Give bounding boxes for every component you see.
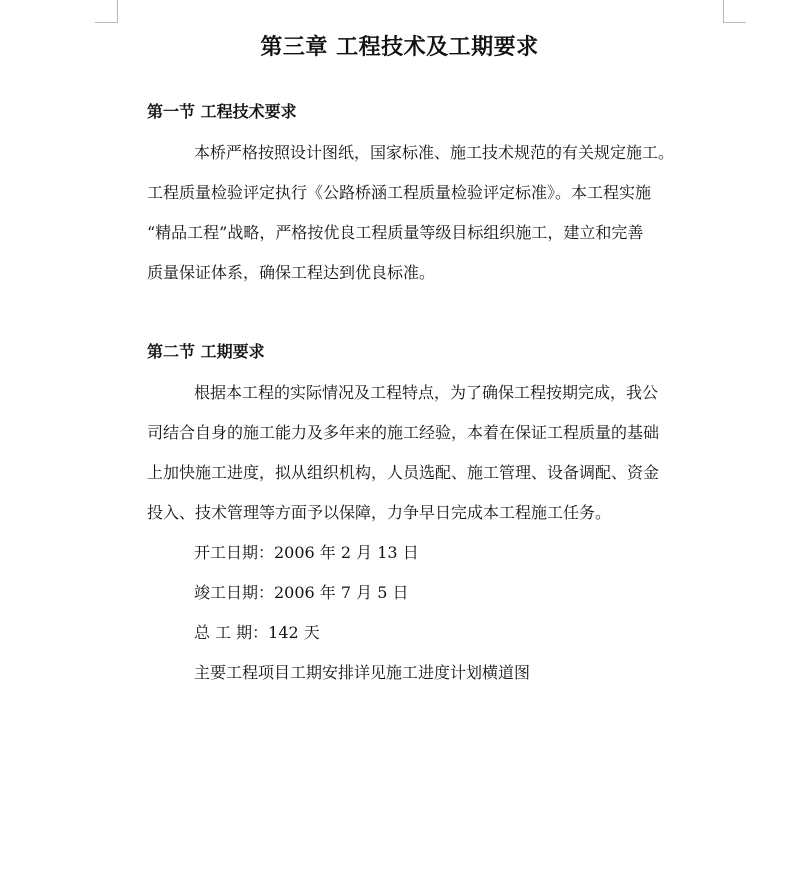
crop-mark-top-right	[723, 0, 746, 23]
section1-heading: 第一节 工程技术要求	[147, 102, 297, 121]
section1-line-4: 质量保证体系，确保工程达到优良标准。	[147, 263, 436, 282]
start-date: 开工日期：2006 年 2 月 13 日	[194, 543, 419, 562]
section1-line-2: 工程质量检验评定执行《公路桥涵工程质量检验评定标准》。本工程实施	[147, 183, 652, 202]
chapter-title: 第三章 工程技术及工期要求	[260, 34, 539, 60]
section2-line-4: 投入、技术管理等方面予以保障，力争早日完成本工程施工任务。	[147, 503, 612, 522]
total-duration: 总 工 期：142 天	[194, 623, 320, 642]
section2-line-2: 司结合自身的施工能力及多年来的施工经验，本着在保证工程质量的基础	[147, 423, 660, 442]
end-date: 竣工日期：2006 年 7 月 5 日	[194, 583, 409, 602]
schedule-note: 主要工程项目工期安排详见施工进度计划横道图	[194, 663, 531, 682]
section1-line-1: 本桥严格按照设计图纸，国家标准、施工技术规范的有关规定施工。	[194, 143, 675, 162]
section2-line-1: 根据本工程的实际情况及工程特点，为了确保工程按期完成，我公	[194, 383, 659, 402]
crop-mark-top-left	[95, 0, 118, 23]
section2-line-3: 上加快施工进度，拟从组织机构，人员选配、施工管理、设备调配、资金	[147, 463, 660, 482]
section2-heading: 第二节 工期要求	[147, 342, 265, 361]
section1-line-3: “精品工程”战略，严格按优良工程质量等级目标组织施工，建立和完善	[147, 223, 644, 242]
